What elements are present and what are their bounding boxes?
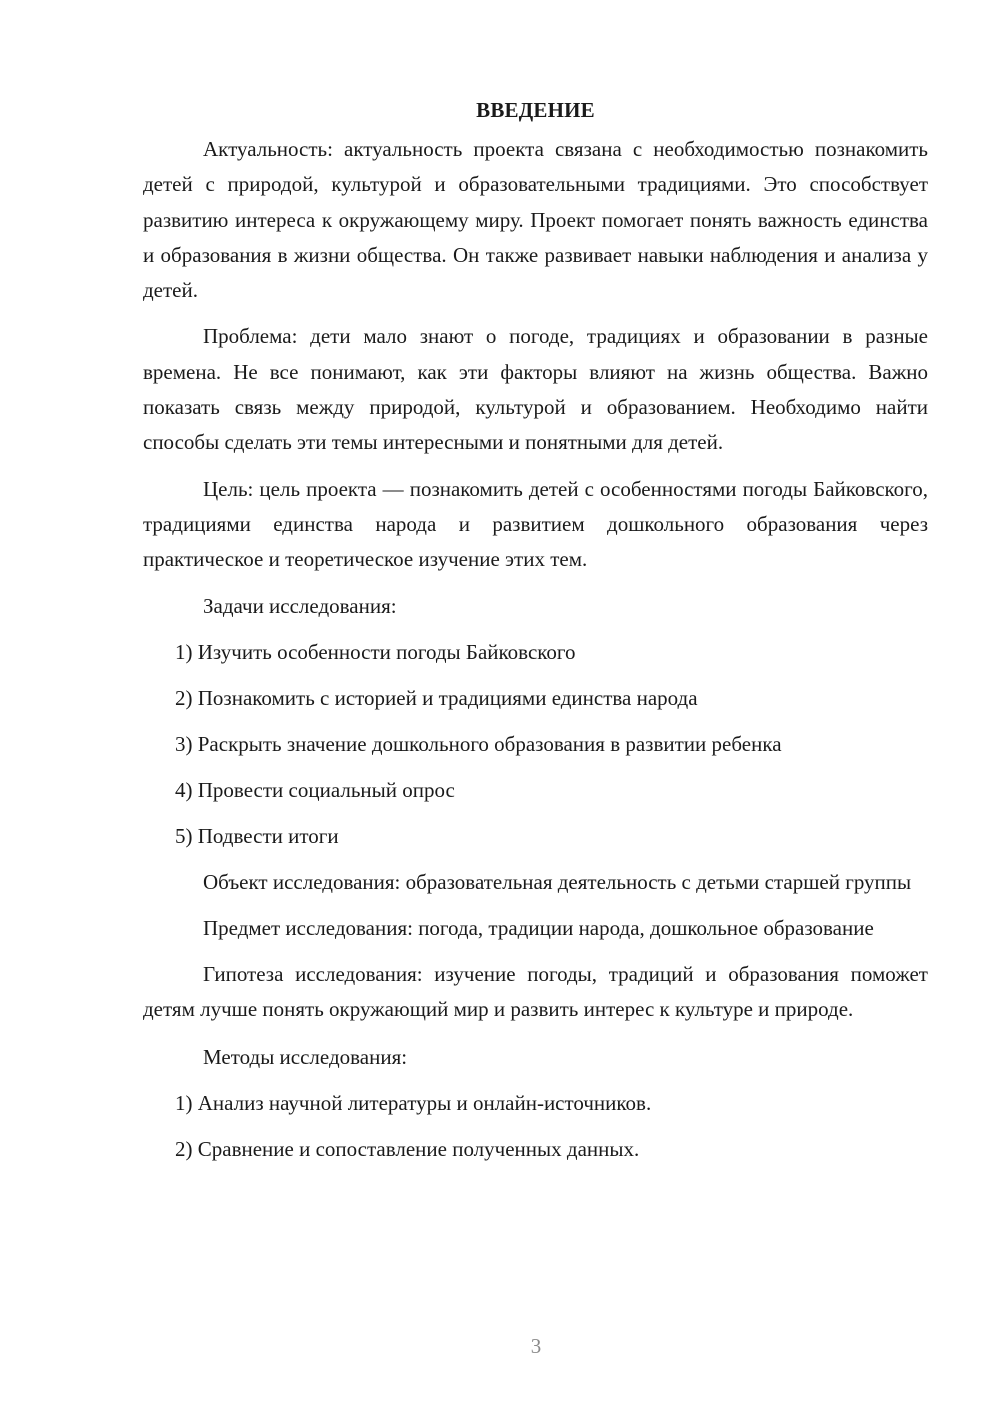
methods-label: Методы исследования: bbox=[203, 1044, 408, 1069]
problem-paragraph: Проблема: дети мало знают о погоде, традициях и образовании в разные времена. Не все понимают, как эти факторы влияют на жизнь общества. Важно показать связь между природой, культурой и образованием. Необходимо найти способы сделать эти темы интересными и понятными для детей. bbox=[143, 324, 928, 455]
list-item: 5) Подвести итоги bbox=[175, 823, 339, 848]
tasks-label: Задачи исследования: bbox=[203, 593, 397, 618]
object-paragraph: Объект исследования: образовательная деятельность с детьми старшей группы bbox=[203, 869, 912, 894]
subject-paragraph: Предмет исследования: погода, традиции народа, дошкольное образование bbox=[203, 915, 874, 940]
tasks-list bbox=[143, 635, 928, 854]
list-item: 3) Раскрыть значение дошкольного образования в развитии ребенка bbox=[175, 731, 782, 756]
goal-paragraph: Цель: цель проекта — познакомить детей с особенностями погоды Байковского, традициями единства народа и развитием дошкольного образования через практическое и теоретическое изучение этих тем. bbox=[143, 476, 928, 572]
list-item: 2) Сравнение и сопоставление полученных данных. bbox=[175, 1136, 640, 1161]
methods-list bbox=[143, 1086, 928, 1167]
page-number: 3 bbox=[530, 1334, 542, 1358]
list-item: 4) Провести социальный опрос bbox=[175, 777, 455, 802]
hypothesis-paragraph: Гипотеза исследования: изучение погоды, традиций и образования поможет детям лучше понять окружающий мир и развить интерес к культуре и природе. bbox=[143, 962, 928, 1022]
document-page bbox=[143, 92, 928, 1178]
list-item: 1) Изучить особенности погоды Байковского bbox=[175, 639, 576, 664]
list-item: 2) Познакомить с историей и традициями единства народа bbox=[175, 685, 698, 710]
section-title: ВВЕДЕНИЕ bbox=[476, 98, 595, 122]
relevance-paragraph: Актуальность: актуальность проекта связана с необходимостью познакомить детей с природой, культурой и образовательными традициями. Это способствует развитию интереса к окружающему миру. Проект помогает понять важность единства и образования в жизни общества. Он также развивает навыки наблюдения и анализа у детей. bbox=[143, 137, 928, 303]
list-item: 1) Анализ научной литературы и онлайн-источников. bbox=[175, 1090, 652, 1115]
